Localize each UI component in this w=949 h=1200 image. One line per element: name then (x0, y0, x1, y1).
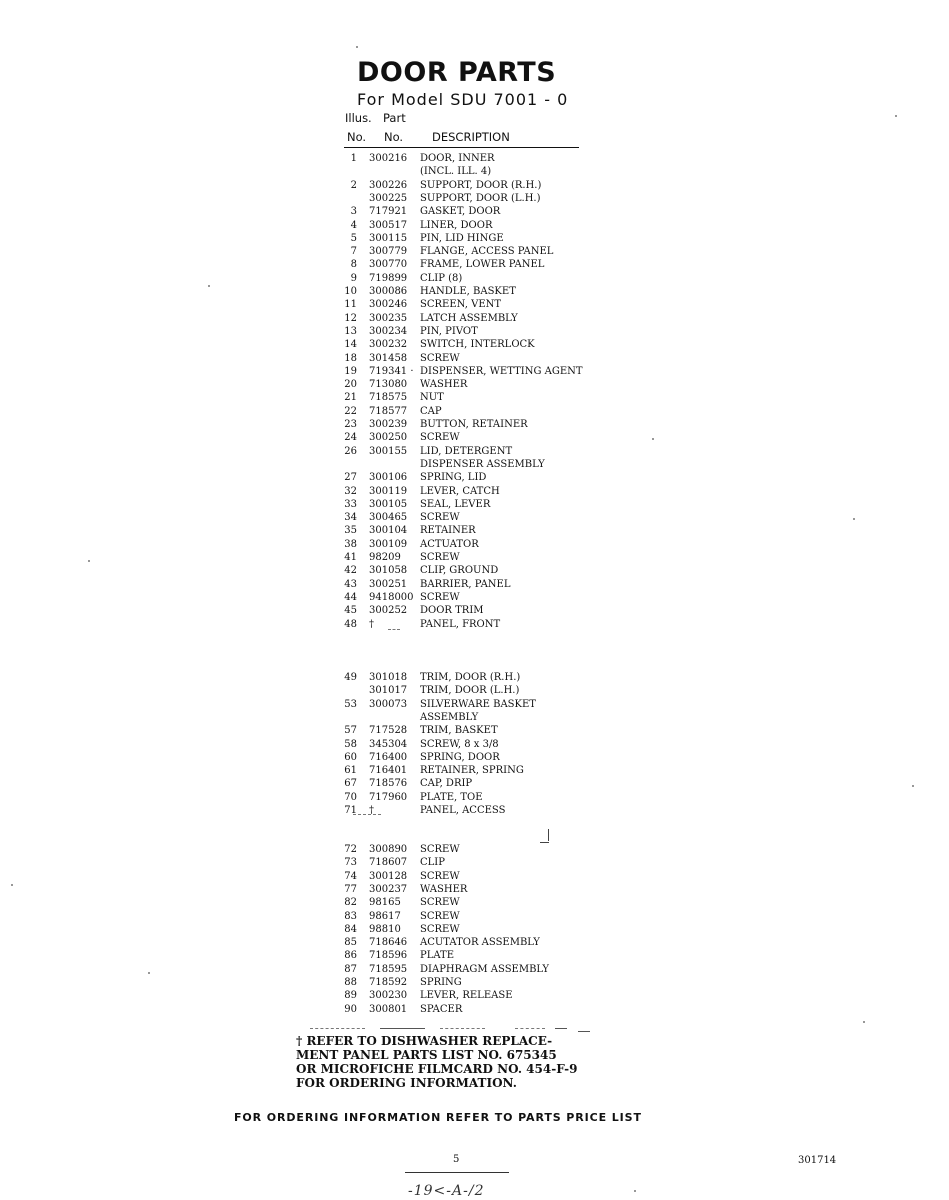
part-description: RETAINER (420, 525, 476, 537)
part-description: SPRING (420, 977, 462, 988)
illus-number: 18 (344, 352, 357, 364)
separator-dash (440, 1028, 485, 1029)
separator-dash (380, 1028, 425, 1029)
footnote-line: FOR ORDERING INFORMATION. (296, 1076, 517, 1090)
parts-row (0, 325, 949, 338)
part-number: 300465 (369, 512, 408, 524)
part-number: 300801 (369, 1003, 408, 1015)
parts-row (0, 445, 949, 458)
parts-row (0, 724, 949, 737)
illus-number: 83 (344, 910, 357, 922)
footnote-line: OR MICROFICHE FILMCARD NO. 454-F-9 (296, 1062, 578, 1076)
part-number: 301458 (369, 352, 408, 364)
part-description: SCREEN, VENT (420, 299, 502, 311)
illus-number: 14 (344, 339, 357, 351)
illus-number: 87 (344, 963, 357, 975)
part-description: SCREW (420, 512, 460, 524)
part-description: SCREW (420, 923, 460, 935)
part-description: SCREW (420, 910, 460, 922)
footnote-line: † REFER TO DISHWASHER REPLACE- (296, 1034, 553, 1048)
illus-number: 3 (350, 206, 357, 218)
part-description: BUTTON, RETAINER (420, 419, 528, 430)
illus-number: 88 (344, 977, 357, 988)
part-description: LINER, DOOR (420, 219, 493, 231)
part-number: 301017 (369, 685, 408, 697)
part-description: LEVER, RELEASE (420, 990, 513, 1002)
parts-row (0, 856, 949, 869)
part-description: BARRIER, PANEL (420, 578, 511, 590)
illus-number: 71 (344, 805, 357, 816)
illus-number: 7 (350, 246, 357, 258)
parts-row (0, 923, 949, 936)
part-description: SUPPORT, DOOR (L.H.) (420, 192, 541, 204)
part-number: 300252 (369, 605, 408, 617)
parts-row (0, 618, 949, 631)
part-description: PLATE (420, 950, 455, 962)
illus-number: 34 (344, 512, 357, 524)
parts-row (0, 698, 949, 711)
page-number-rule (405, 1172, 509, 1173)
part-number: 300237 (369, 883, 408, 895)
parts-row (0, 591, 949, 604)
part-number: 300779 (369, 246, 408, 258)
part-number: 300246 (369, 299, 408, 311)
part-description: NUT (420, 392, 444, 404)
parts-row (0, 192, 949, 205)
part-number: 716400 (369, 751, 408, 763)
illus-number: 23 (344, 419, 357, 430)
parts-row (0, 751, 949, 764)
parts-row (0, 843, 949, 856)
parts-row (0, 936, 949, 949)
scan-speck (11, 884, 13, 886)
illus-number: 90 (344, 1003, 357, 1015)
part-number: 300890 (369, 844, 408, 855)
ordering-note: FOR ORDERING INFORMATION REFER TO PARTS PRICE LIST (234, 1111, 642, 1124)
part-number: † (369, 805, 374, 816)
part-description: SCREW (420, 552, 460, 563)
parts-row (0, 205, 949, 218)
model-subtitle: For Model SDU 7001 - 0 (357, 90, 569, 109)
document-number: 301714 (798, 1155, 837, 1166)
part-number: 301018 (369, 672, 408, 683)
illus-number: 11 (344, 299, 357, 311)
part-number: 300073 (369, 698, 408, 710)
part-number: 300230 (369, 990, 408, 1002)
part-description: LEVER, CATCH (420, 485, 500, 497)
scan-speck (356, 46, 358, 48)
page-title: DOOR PARTS (357, 57, 557, 88)
scan-speck (88, 560, 90, 562)
scan-speck (853, 518, 855, 520)
illus-number: 13 (344, 325, 357, 337)
part-number: 717528 (369, 725, 408, 737)
part-description: PANEL, FRONT (420, 618, 501, 630)
parts-row (0, 498, 949, 511)
parts-row (0, 671, 949, 684)
part-number: 300517 (369, 219, 408, 231)
illus-number: 19 (344, 365, 357, 377)
part-description: PANEL, ACCESS (420, 805, 506, 816)
illus-number: 45 (344, 605, 357, 617)
parts-row (0, 365, 949, 378)
illus-number: 74 (344, 870, 357, 882)
part-description: PIN, PIVOT (420, 325, 478, 337)
illus-number: 32 (344, 485, 357, 497)
illus-number: 72 (344, 844, 357, 855)
scan-mark (540, 842, 549, 843)
part-number: 300232 (369, 339, 408, 351)
scan-mark (548, 829, 549, 841)
part-number: 98209 (369, 552, 401, 563)
part-number: 300106 (369, 472, 408, 484)
part-number: 719899 (369, 272, 408, 284)
parts-row (0, 338, 949, 351)
part-description: SCREW (420, 844, 460, 855)
separator-dash (578, 1031, 590, 1032)
parts-row (0, 524, 949, 537)
illus-number: 58 (344, 738, 357, 750)
header-illus: Illus. (345, 111, 372, 125)
parts-row (0, 963, 949, 976)
parts-row (0, 791, 949, 804)
illus-number: 33 (344, 498, 357, 510)
part-number: 718577 (369, 405, 408, 417)
illus-number: 21 (344, 392, 357, 404)
scan-speck (208, 285, 210, 287)
illus-number: 77 (344, 883, 357, 895)
part-number: 98810 (369, 923, 401, 935)
part-description: ASSEMBLY (420, 711, 479, 723)
part-number: 718592 (369, 977, 408, 988)
part-description: SCREW (420, 591, 460, 603)
illus-number: 73 (344, 857, 357, 869)
part-number: 300119 (369, 485, 408, 497)
part-description: FRAME, LOWER PANEL (420, 259, 545, 271)
part-number: 300216 (369, 153, 408, 164)
parts-row (0, 738, 949, 751)
scan-speck (634, 1190, 636, 1192)
parts-row (0, 910, 949, 923)
part-number: 300225 (369, 192, 408, 204)
part-description: SILVERWARE BASKET (420, 698, 536, 710)
scan-mark (388, 629, 400, 630)
part-number: 300155 (369, 445, 408, 457)
part-number: 300239 (369, 419, 408, 430)
parts-row (0, 604, 949, 617)
illus-number: 27 (344, 472, 357, 484)
part-description: SUPPORT, DOOR (R.H.) (420, 179, 542, 191)
parts-row (0, 418, 949, 431)
part-description: HANDLE, BASKET (420, 286, 516, 297)
parts-row (0, 485, 949, 498)
part-number: 300115 (369, 232, 408, 244)
illus-number: 60 (344, 751, 357, 763)
page-number: 5 (453, 1154, 460, 1165)
part-number: 718595 (369, 963, 408, 975)
part-number: † (369, 618, 374, 630)
parts-row (0, 949, 949, 962)
parts-row (0, 431, 949, 444)
illus-number: 24 (344, 432, 357, 444)
separator-dash (555, 1028, 567, 1029)
part-number: 300770 (369, 259, 408, 271)
header-description: DESCRIPTION (432, 130, 510, 144)
parts-row (0, 458, 949, 471)
parts-row (0, 179, 949, 192)
part-description: TRIM, DOOR (L.H.) (420, 685, 520, 697)
illus-number: 85 (344, 937, 357, 949)
illus-number: 48 (344, 618, 357, 630)
illus-number: 42 (344, 565, 357, 577)
part-description: SCREW (420, 432, 460, 444)
illus-number: 4 (350, 219, 357, 231)
illus-number: 38 (344, 538, 357, 550)
scan-speck (895, 115, 897, 117)
header-part-no: No. (384, 130, 404, 144)
header-divider (344, 147, 579, 148)
part-description: SPACER (420, 1003, 463, 1015)
part-description: WASHER (420, 883, 468, 895)
illus-number: 53 (344, 698, 357, 710)
illus-number: 26 (344, 445, 357, 457)
part-number: 300250 (369, 432, 408, 444)
illus-number: 12 (344, 312, 357, 324)
illus-number: 89 (344, 990, 357, 1002)
illus-number: 20 (344, 379, 357, 391)
parts-row (0, 405, 949, 418)
part-description: DIAPHRAGM ASSEMBLY (420, 963, 550, 975)
part-description: ACTUATOR (420, 538, 479, 550)
separator-dash (515, 1028, 545, 1029)
part-description: CAP, DRIP (420, 778, 473, 790)
part-description: SCREW (420, 352, 460, 364)
part-description: TRIM, DOOR (R.H.) (420, 672, 521, 683)
part-description: CAP (420, 405, 442, 417)
part-number: 300251 (369, 578, 408, 590)
parts-row (0, 245, 949, 258)
parts-row (0, 152, 949, 165)
parts-row (0, 578, 949, 591)
part-description: TRIM, BASKET (420, 725, 498, 737)
part-number: 717921 (369, 206, 408, 218)
part-description: PIN, LID HINGE (420, 232, 504, 244)
illus-number: 86 (344, 950, 357, 962)
illus-number: 61 (344, 765, 357, 777)
part-number: 300105 (369, 498, 408, 510)
scan-speck (912, 785, 914, 787)
part-number: 718596 (369, 950, 408, 962)
parts-row (0, 989, 949, 1002)
part-description: (INCL. ILL. 4) (420, 166, 492, 178)
part-description: CLIP (8) (420, 272, 463, 284)
parts-row (0, 511, 949, 524)
part-description: LATCH ASSEMBLY (420, 312, 518, 324)
parts-row (0, 764, 949, 777)
illus-number: 35 (344, 525, 357, 537)
illus-number: 44 (344, 591, 357, 603)
part-number: 300226 (369, 179, 408, 191)
part-description: DOOR, INNER (420, 153, 495, 164)
part-number: 98165 (369, 897, 401, 909)
parts-row (0, 684, 949, 697)
scan-speck (148, 972, 150, 974)
part-description: FLANGE, ACCESS PANEL (420, 246, 554, 258)
part-description: ACUTATOR ASSEMBLY (420, 937, 540, 949)
part-number: 345304 (369, 738, 408, 750)
illus-number: 67 (344, 778, 357, 790)
part-description: CLIP (420, 857, 445, 869)
illus-number: 2 (350, 179, 357, 191)
illus-number: 1 (350, 153, 357, 164)
part-description: SCREW, 8 x 3/8 (420, 738, 499, 750)
parts-row (0, 258, 949, 271)
illus-number: 41 (344, 552, 357, 563)
illus-number: 22 (344, 405, 357, 417)
part-number: 301058 (369, 565, 408, 577)
part-number: 300128 (369, 870, 408, 882)
parts-row (0, 378, 949, 391)
part-description: SPRING, LID (420, 472, 487, 484)
parts-row (0, 219, 949, 232)
parts-row (0, 352, 949, 365)
part-number: 300109 (369, 538, 408, 550)
part-description: WASHER (420, 379, 468, 391)
parts-row (0, 711, 949, 724)
parts-row (0, 883, 949, 896)
parts-row (0, 272, 949, 285)
part-number: 719341 · (369, 365, 414, 377)
scan-speck (863, 1021, 865, 1023)
parts-row (0, 391, 949, 404)
part-number: 717960 (369, 791, 408, 803)
parts-row (0, 538, 949, 551)
part-number: 300086 (369, 286, 408, 297)
part-number: 713080 (369, 379, 408, 391)
illus-number: 49 (344, 672, 357, 683)
part-description: GASKET, DOOR (420, 206, 501, 218)
parts-row (0, 471, 949, 484)
illus-number: 57 (344, 725, 357, 737)
scan-speck (652, 438, 654, 440)
parts-row (0, 804, 949, 817)
part-number: 300104 (369, 525, 408, 537)
header-part: Part (383, 111, 406, 125)
parts-row (0, 1003, 949, 1016)
illus-number: 10 (344, 286, 357, 297)
part-number: 9418000 (369, 591, 414, 603)
illus-number: 8 (350, 259, 357, 271)
part-description: PLATE, TOE (420, 791, 483, 803)
part-description: CLIP, GROUND (420, 565, 499, 577)
part-description: LID, DETERGENT (420, 445, 513, 457)
handwritten-note: -19<-A-/2 (408, 1183, 485, 1199)
scan-mark (353, 814, 381, 815)
part-number: 300234 (369, 325, 408, 337)
part-number: 300235 (369, 312, 408, 324)
separator-dash (310, 1028, 365, 1029)
illus-number: 9 (350, 272, 357, 284)
part-description: RETAINER, SPRING (420, 765, 524, 777)
part-number: 718575 (369, 392, 408, 404)
part-number: 718576 (369, 778, 408, 790)
parts-row (0, 551, 949, 564)
part-number: 716401 (369, 765, 408, 777)
part-number: 98617 (369, 910, 401, 922)
illus-number: 82 (344, 897, 357, 909)
part-description: SPRING, DOOR (420, 751, 500, 763)
illus-number: 5 (350, 232, 357, 244)
parts-row (0, 298, 949, 311)
part-description: SEAL, LEVER (420, 498, 491, 510)
part-description: DOOR TRIM (420, 605, 484, 617)
part-description: SCREW (420, 897, 460, 909)
part-number: 718607 (369, 857, 408, 869)
parts-row (0, 870, 949, 883)
part-number: 718646 (369, 937, 408, 949)
parts-row (0, 896, 949, 909)
part-description: DISPENSER, WETTING AGENT (420, 365, 583, 377)
part-description: DISPENSER ASSEMBLY (420, 458, 545, 470)
parts-row (0, 312, 949, 325)
parts-row (0, 777, 949, 790)
parts-row (0, 976, 949, 989)
parts-row (0, 165, 949, 178)
part-description: SWITCH, INTERLOCK (420, 339, 535, 351)
part-description: SCREW (420, 870, 460, 882)
footnote-line: MENT PANEL PARTS LIST NO. 675345 (296, 1048, 557, 1062)
illus-number: 84 (344, 923, 357, 935)
header-illus-no: No. (347, 130, 367, 144)
illus-number: 43 (344, 578, 357, 590)
parts-row (0, 232, 949, 245)
parts-row (0, 564, 949, 577)
illus-number: 70 (344, 791, 357, 803)
parts-row (0, 285, 949, 298)
